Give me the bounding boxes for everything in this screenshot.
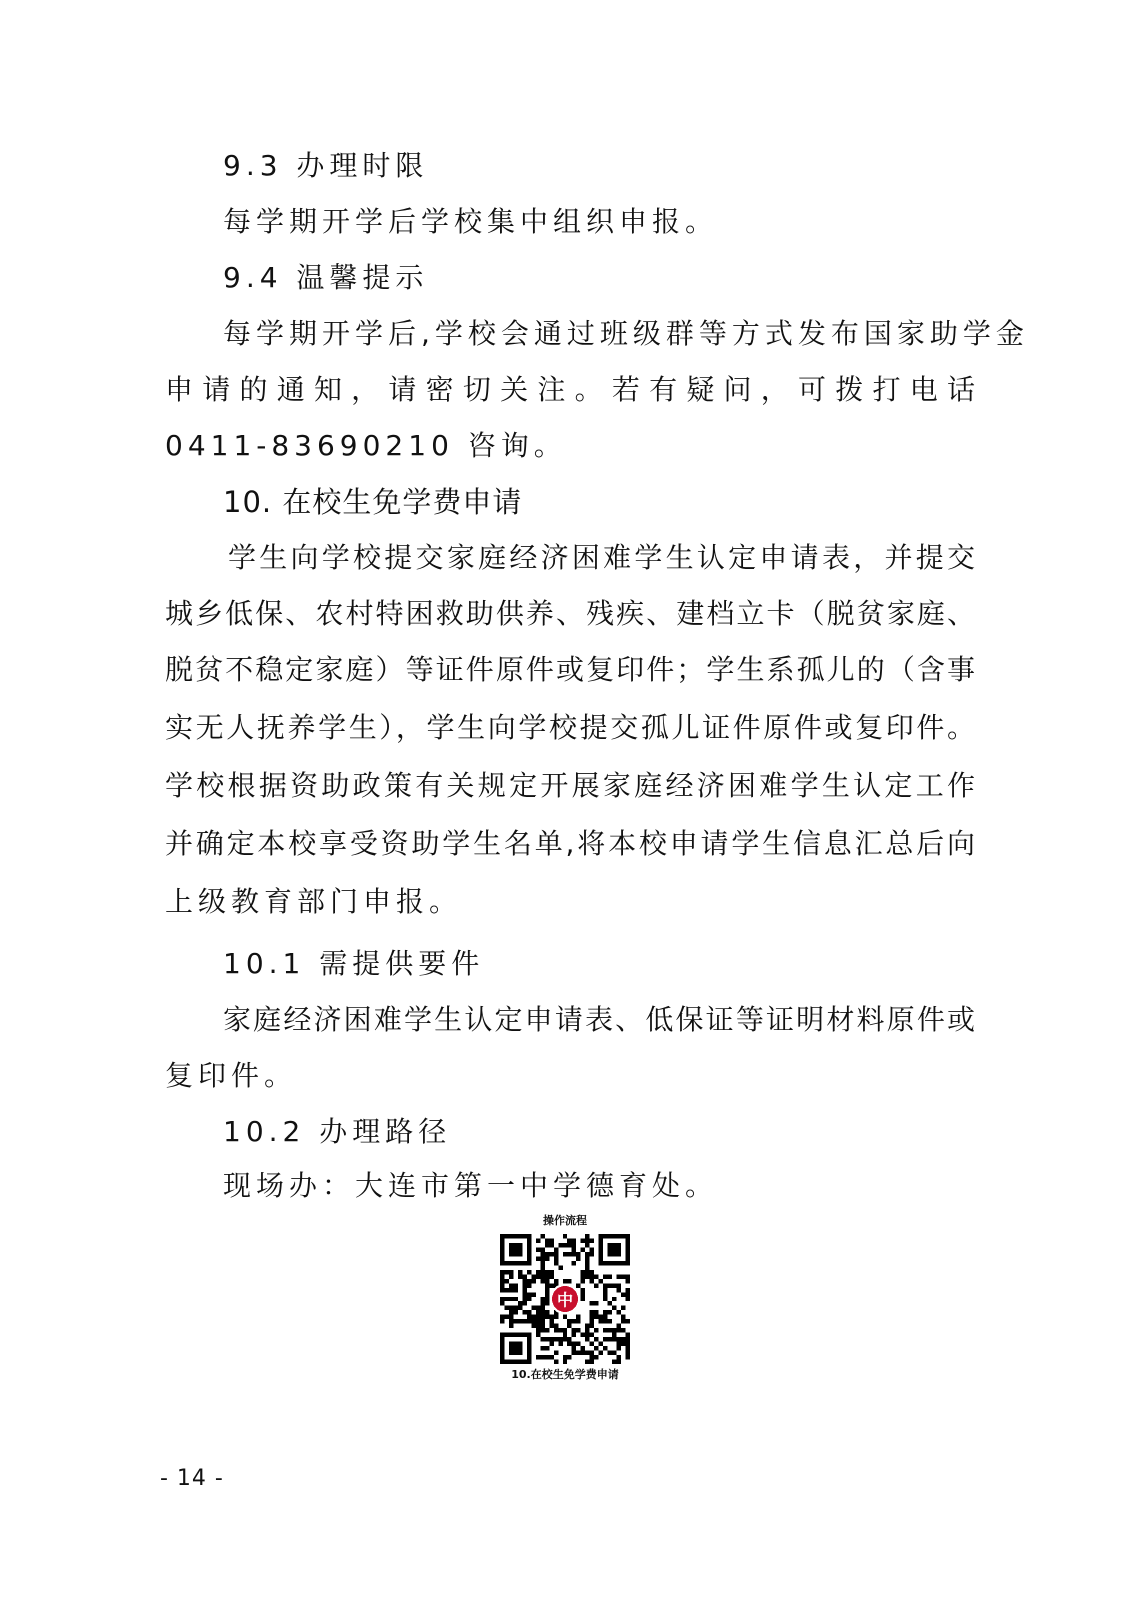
- section-10-paragraph-line-2: 城乡低保、农村特困救助供养、残疾、建档立卡（脱贫家庭、: [165, 597, 975, 630]
- qr-logo-char: 中: [556, 1290, 574, 1310]
- section-10-2-text: 现场办：大连市第一中学德育处。: [223, 1169, 719, 1202]
- section-9-3-text: 每学期开学后学校集中组织申报。: [223, 205, 719, 238]
- section-10-2-title: 10.2 办理路径: [223, 1115, 452, 1148]
- section-10-paragraph-line-6: 并确定本校享受资助学生名单,将本校申请学生信息汇总后向: [165, 827, 975, 860]
- section-10-title: 10. 在校生免学费申请: [223, 485, 523, 519]
- qr-code-block: [480, 1214, 650, 1382]
- qr-caption: 10.在校生免学费申请: [511, 1368, 619, 1381]
- section-10-paragraph-line-7: 上级教育部门申报。: [165, 885, 463, 918]
- section-10-paragraph-line-4: 实无人抚养学生），学生向学校提交孤儿证件原件或复印件。: [165, 711, 975, 744]
- section-10-1-line-2: 复印件。: [165, 1059, 298, 1092]
- qr-code-image[interactable]: [500, 1234, 630, 1364]
- section-9-3-title: 9.3 办理时限: [223, 149, 429, 182]
- section-9-4-line-2: 申请的通知，请密切关注。若有疑问，可拨打电话: [165, 373, 975, 406]
- qr-title: 操作流程: [543, 1214, 587, 1227]
- section-10-paragraph-line-1: 学生向学校提交家庭经济困难学生认定申请表，并提交: [228, 541, 975, 574]
- section-10-1-title: 10.1 需提供要件: [223, 947, 485, 980]
- page-number: - 14 -: [160, 1466, 224, 1491]
- section-10-paragraph-line-3: 脱贫不稳定家庭）等证件原件或复印件；学生系孤儿的（含事: [165, 653, 975, 686]
- section-10-paragraph-line-5: 学校根据资助政策有关规定开展家庭经济困难学生认定工作: [165, 769, 975, 802]
- section-9-4-line-1: 每学期开学后,学校会通过班级群等方式发布国家助学金: [223, 317, 1029, 350]
- section-10-1-line-1: 家庭经济困难学生认定申请表、低保证等证明材料原件或: [223, 1003, 975, 1036]
- section-9-4-title: 9.4 温馨提示: [223, 261, 429, 294]
- section-9-4-line-3: 0411-83690210 咨询。: [165, 429, 567, 462]
